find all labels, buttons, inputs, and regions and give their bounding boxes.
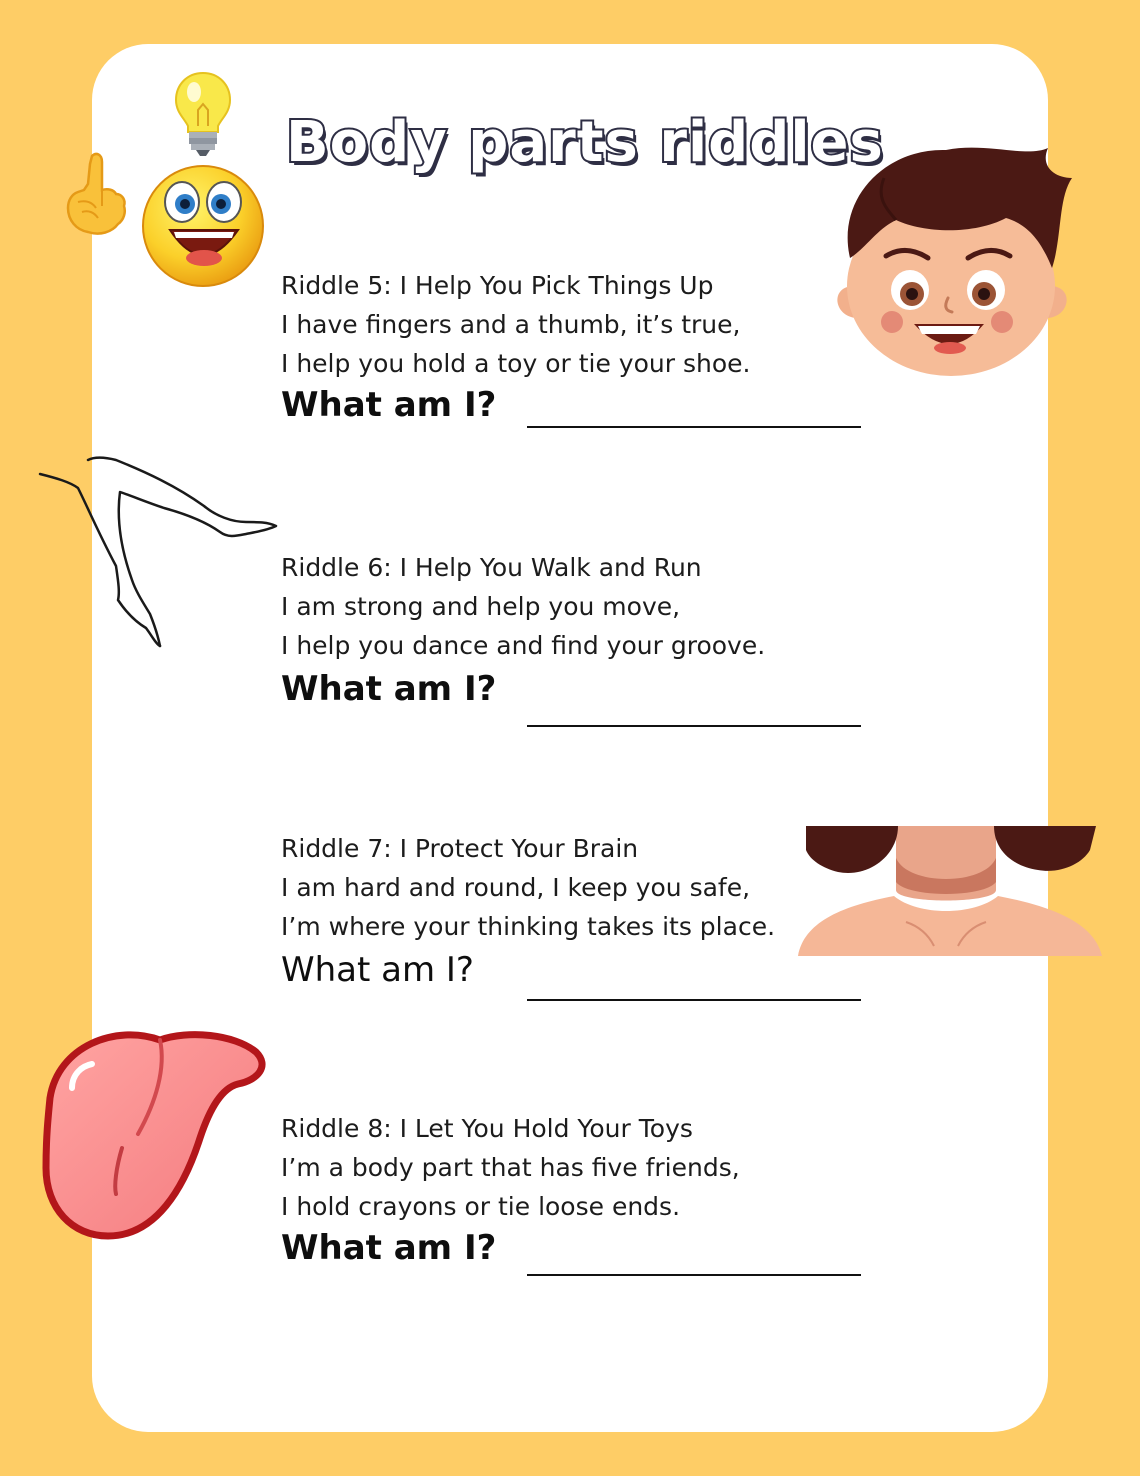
tongue-icon (38, 1018, 268, 1250)
question-label: What am I? (281, 1228, 497, 1268)
pointing-hand-icon (62, 150, 130, 238)
answer-line[interactable] (527, 1274, 861, 1276)
riddle-line: I help you hold a toy or tie your shoe. (281, 349, 751, 378)
answer-line[interactable] (527, 725, 861, 727)
riddle-line: I help you dance and find your groove. (281, 631, 766, 660)
riddle-5 (281, 266, 881, 425)
riddle-7 (281, 829, 881, 990)
riddle-heading: Riddle 6: I Help You Walk and Run (281, 553, 702, 582)
riddle-6 (281, 548, 881, 709)
question-label: What am I? (281, 950, 474, 990)
question-label: What am I? (281, 669, 497, 709)
lightbulb-icon (172, 70, 234, 158)
legs-outline-icon (36, 452, 284, 652)
riddle-8 (281, 1109, 881, 1268)
riddle-line: I hold crayons or tie loose ends. (281, 1192, 681, 1221)
riddle-heading: Riddle 8: I Let You Hold Your Toys (281, 1114, 693, 1143)
smiley-icon (140, 162, 266, 290)
riddle-line: I’m where your thinking takes its place. (281, 912, 776, 941)
question-label: What am I? (281, 385, 497, 425)
riddle-line: I have fingers and a thumb, it’s true, (281, 310, 741, 339)
riddle-line: I am strong and help you move, (281, 592, 681, 621)
riddle-line: I’m a body part that has five friends, (281, 1153, 740, 1182)
riddle-heading: Riddle 5: I Help You Pick Things Up (281, 271, 714, 300)
answer-line[interactable] (527, 426, 861, 428)
answer-line[interactable] (527, 999, 861, 1001)
riddle-line: I am hard and round, I keep you safe, (281, 873, 751, 902)
riddle-heading: Riddle 7: I Protect Your Brain (281, 834, 639, 863)
page-title: Body parts riddles (286, 110, 884, 175)
